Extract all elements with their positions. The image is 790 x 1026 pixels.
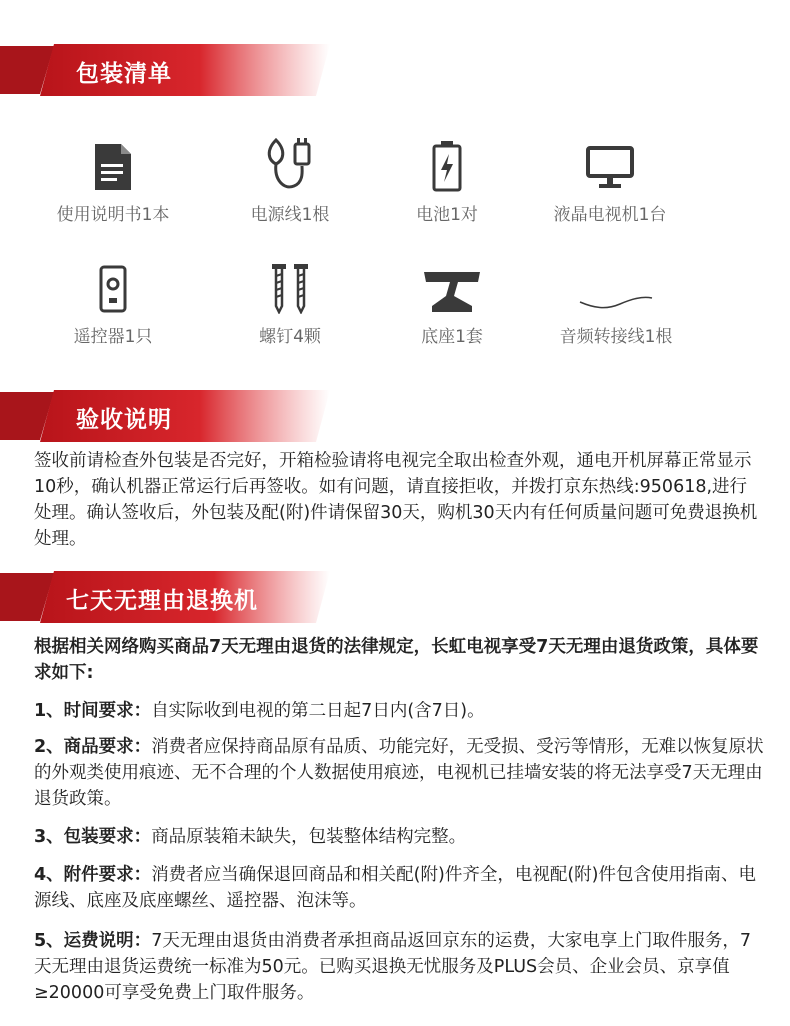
rule-1	[34, 698, 764, 724]
rule-label: 2、商品要求：	[34, 737, 152, 757]
acceptance-text: 签收前请检查外包装是否完好，开箱检验请将电视完全取出检查外观，通电开机屏幕正常显示10秒，确认机器正常运行后再签收。如有问题，请直接拒收，并拨打京东热线:950618,进行处理。确认签收后，外包装及配(附)件请保留30天，购机30天内有任何质量问题可免费退换机处理。	[34, 451, 758, 549]
power-cord-icon	[262, 136, 318, 192]
section-banner-packing	[0, 44, 330, 96]
packing-item-label: 遥控器1只	[73, 327, 153, 347]
tv-icon	[585, 144, 635, 192]
rule-label: 4、附件要求：	[34, 865, 152, 885]
section-title-returns: 七天无理由退换机	[66, 588, 258, 614]
packing-item-label: 使用说明书1本	[56, 205, 170, 225]
section-title-packing: 包装清单	[76, 61, 172, 87]
packing-item-manual	[13, 136, 213, 225]
packing-item-label: 电池1对	[416, 205, 478, 225]
manual-icon	[93, 142, 133, 192]
screw-icon	[268, 262, 312, 314]
packing-item-audio-cable	[516, 258, 716, 347]
returns-intro: 根据相关网络购买商品7天无理由退货的法律规定，长虹电视享受7天无理由退货政策，具体要求如下:	[34, 637, 759, 683]
rule-4	[34, 862, 764, 914]
rule-2	[34, 734, 764, 812]
packing-item-tv	[510, 136, 710, 225]
rule-label: 5、运费说明：	[34, 931, 152, 951]
rule-text: 消费者应当确保退回商品和相关配(附)件齐全，电视配(附)件包含使用指南、电源线、底座及底座螺丝、遥控器、泡沫等。	[34, 865, 756, 911]
packing-item-label: 音频转接线1根	[559, 327, 673, 347]
section-banner-acceptance	[0, 390, 330, 442]
section-banner-returns	[0, 571, 330, 623]
stand-icon	[422, 268, 482, 314]
rule-text: 7天无理由退货由消费者承担商品返回京东的运费，大家电享上门取件服务，7天无理由退货运费统一标准为50元。已购买退换无忧服务及PLUS会员、企业会员、京享值≥20000可享受免费上门取件服务。	[34, 931, 751, 1003]
packing-item-label: 电源线1根	[250, 205, 330, 225]
packing-item-label: 螺钉4颗	[259, 327, 321, 347]
packing-item-label: 液晶电视机1台	[553, 205, 667, 225]
section-title-acceptance: 验收说明	[76, 407, 172, 433]
packing-item-remote	[13, 258, 213, 347]
audio-cable-icon	[576, 284, 656, 314]
rule-label: 3、包装要求：	[34, 827, 152, 847]
remote-icon	[98, 264, 128, 314]
battery-icon	[431, 140, 463, 192]
rule-text: 消费者应保持商品原有品质、功能完好，无受损、受污等情形，无难以恢复原状的外观类使用痕迹、无不合理的个人数据使用痕迹，电视机已挂墙安装的将无法享受7天无理由退货政策。	[34, 737, 764, 809]
rule-text: 商品原装箱未缺失，包装整体结构完整。	[151, 827, 467, 847]
rule-5	[34, 928, 764, 1006]
rule-3	[34, 824, 764, 850]
packing-item-label: 底座1套	[421, 327, 483, 347]
rule-label: 1、时间要求：	[34, 701, 152, 721]
rule-text: 自实际收到电视的第二日起7日内(含7日)。	[151, 701, 485, 721]
